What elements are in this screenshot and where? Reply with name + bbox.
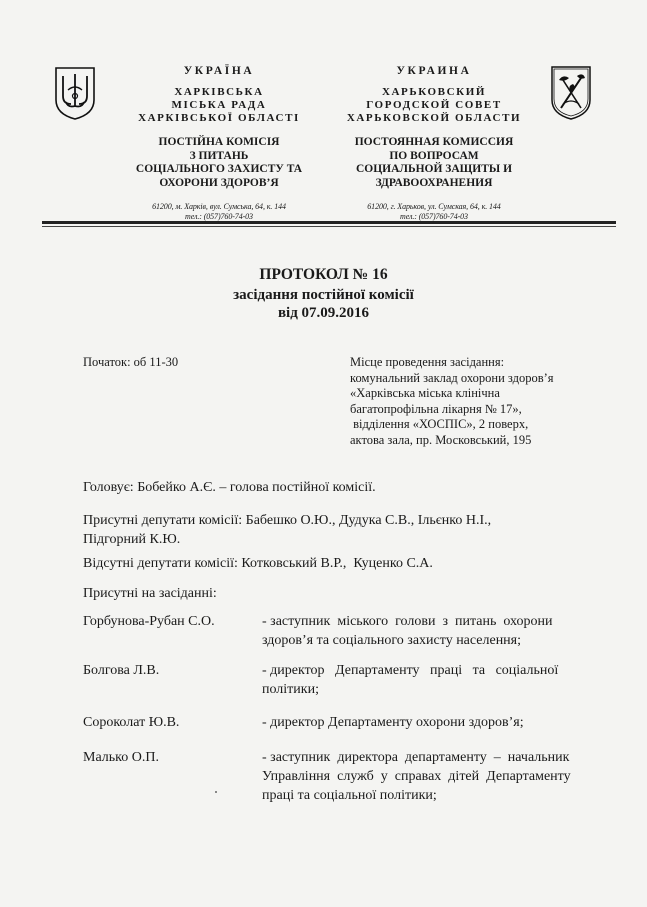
protocol-date: від 07.09.2016 [277,305,370,321]
attendee-role [262,612,600,650]
commission-name-uk [116,136,322,190]
attendee-role [262,713,600,732]
chairperson-line: Головує: Бобейко А.Є. – голова постійної комісії. [83,480,376,495]
attendee-role [262,661,600,699]
council-line-2: ГОРОДСКОЙ СОВЕТ [366,99,502,111]
commission-line-1: ПОСТОЯННАЯ КОМИССИЯ [354,136,514,148]
council-line-1: ХАРЬКОВСКИЙ [381,86,487,98]
commission-line-4: ОХОРОНИ ЗДОРОВ’Я [159,176,279,189]
protocol-subtitle: засідання постійної комісії [233,287,414,303]
council-line-2: МІСЬКА РАДА [171,99,267,111]
role-line: праці та соціальної політики; [262,788,437,803]
meeting-place [350,355,600,449]
trident-coat-of-arms-icon [54,66,96,120]
phone-line: тел.: (057)760-74-03 [400,212,468,222]
commission-line-3: СОЦІАЛЬНОГО ЗАХИСТУ ТА [135,163,303,176]
country-name-uk: УКРАЇНА [183,65,255,77]
role-line: політики; [262,682,319,697]
role-line: - директор Департаменту праці та соціальної [262,663,559,678]
place-line-5: відділення «ХОСПІС», 2 поверх, [350,417,529,432]
scan-speck [215,791,217,793]
phone-line: тел.: (057)760-74-03 [185,212,253,222]
header-right-column [328,64,540,222]
place-line-2: комунальний заклад охорони здоров’я [350,370,554,385]
header-divider-thin [42,226,616,227]
attendees-heading: Присутні на засіданні: [83,586,217,601]
present-line-2: Підгорний К.Ю. [83,532,181,547]
role-line: - заступник директора департаменту – начальник [262,750,570,765]
attendee-name: Горбунова-Рубан С.О. [83,614,215,629]
commission-line-3: СОЦИАЛЬНОЙ ЗАЩИТЫ И [355,163,513,176]
role-line: - директор Департаменту охорони здоров’я; [262,715,524,730]
place-line-6: актова зала, пр. Московський, 195 [350,432,532,447]
place-line-4: багатопрофільна лікарня № 17», [350,401,522,416]
commission-line-1: ПОСТІЙНА КОМІСІЯ [158,136,280,148]
attendee-name: Болгова Л.В. [83,663,160,678]
attendee-role [262,748,600,805]
role-line: - заступник міського голови з питань охорони [262,614,553,629]
council-line-3: ХАРКІВСЬКОЇ ОБЛАСТІ [138,112,300,124]
present-deputies [83,511,603,549]
place-line-3: «Харківська міська клінічна [350,386,500,401]
attendee-name: Сороколат Ю.В. [83,715,180,730]
country-name-ru: УКРАИНА [396,65,472,77]
protocol-number: ПРОТОКОЛ № 16 [259,266,388,283]
commission-line-2: ПО ВОПРОСАМ [389,149,479,162]
present-line-1: Присутні депутати комісії: Бабешко О.Ю., Дудука С.В., Ільєнко Н.І., [83,513,492,528]
address-line: 61200, м. Харків, вул. Сумська, 64, к. 144 [152,202,286,212]
protocol-title [0,266,647,322]
commission-name-ru [328,136,540,190]
header-left-column [116,64,322,222]
meeting-start-time: Початок: об 11-30 [83,355,179,369]
council-line-3: ХАРЬКОВСКОЙ ОБЛАСТИ [346,112,522,124]
kharkiv-coat-of-arms-icon [549,64,593,120]
address-line: 61200, г. Харьков, ул. Сумская, 64, к. 144 [367,202,501,212]
role-line: здоров’я та соціального захисту населення; [262,633,522,648]
role-line: Управління служб у справах дітей Департаменту [262,769,571,784]
place-line-1: Місце проведення засідання: [350,355,505,369]
attendee-name: Малько О.П. [83,750,159,765]
header-divider-thick [42,221,616,224]
commission-line-2: З ПИТАНЬ [189,149,249,162]
council-line-1: ХАРКІВСЬКА [174,86,264,98]
absent-deputies: Відсутні депутати комісії: Котковський В.Р., Куценко С.А. [83,556,433,571]
address-ru [328,202,540,222]
address-uk [116,202,322,222]
commission-line-4: ЗДРАВООХРАНЕНИЯ [375,176,493,189]
